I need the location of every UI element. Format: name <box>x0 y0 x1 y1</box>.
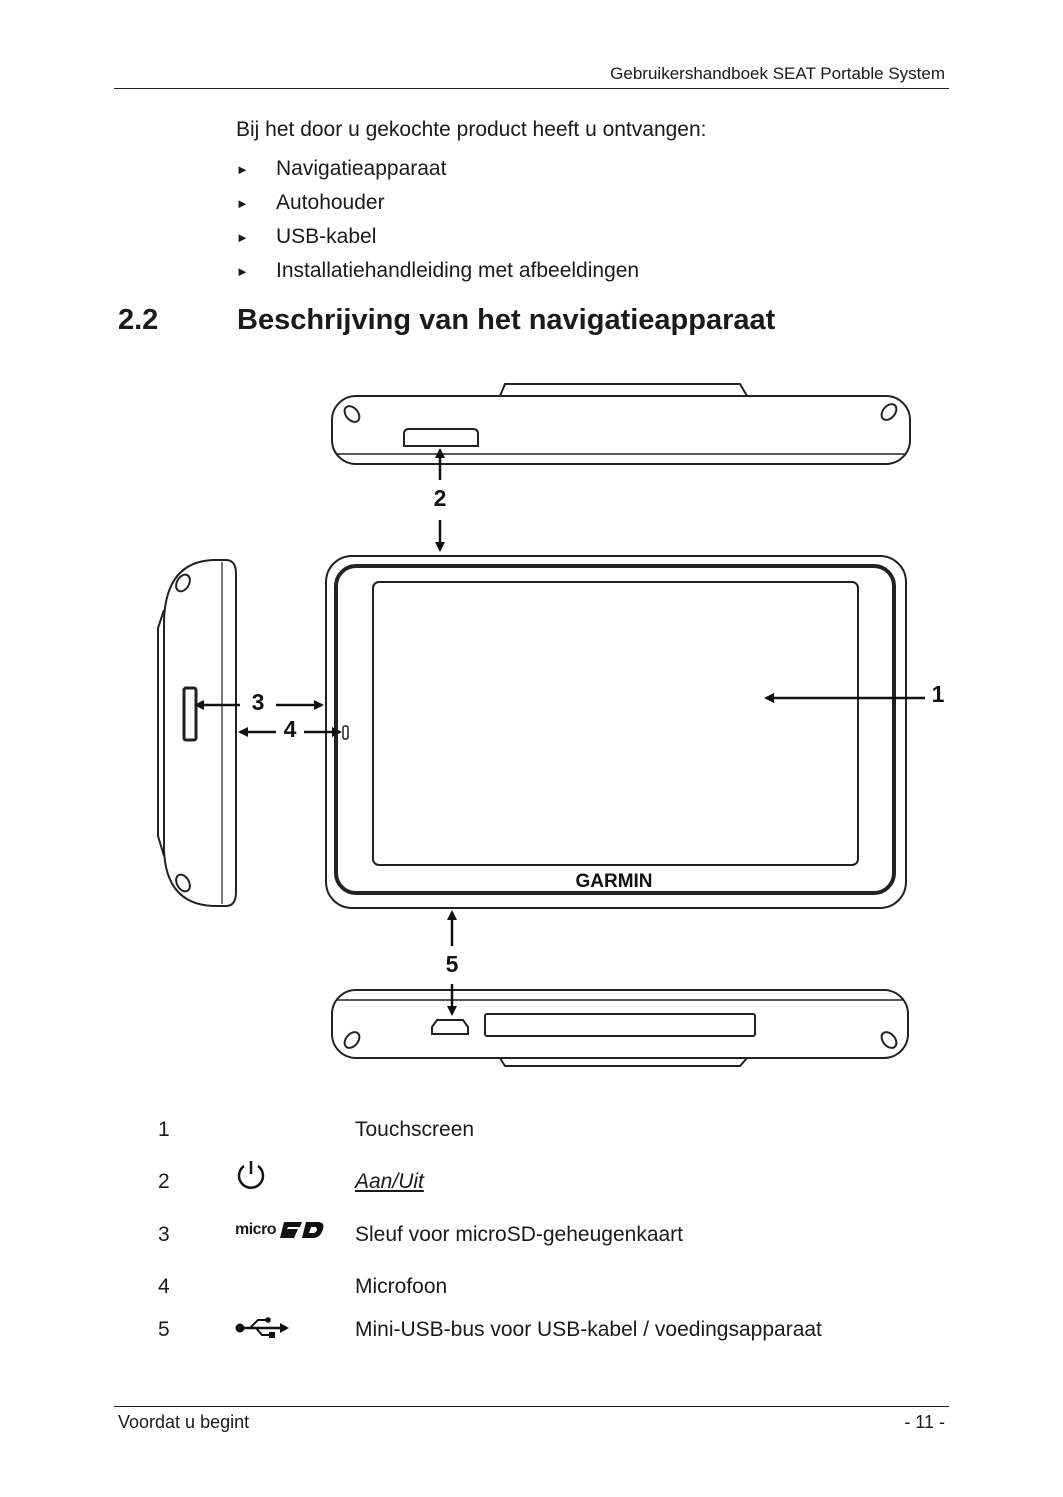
legend-number: 3 <box>158 1223 170 1246</box>
section-title: Beschrijving van het navigatieapparaat <box>237 304 776 336</box>
list-item: ► Autohouder <box>236 191 385 214</box>
device-front-view <box>326 556 906 908</box>
callout-3: 3 <box>251 689 265 715</box>
usb-icon <box>234 1316 290 1340</box>
device-top-view <box>332 384 910 464</box>
callout-5: 5 <box>445 951 459 977</box>
legend-label: Mini-USB-bus voor USB-kabel / voedingsapparaat <box>355 1318 822 1341</box>
list-item: ► Installatiehandleiding met afbeeldingen <box>236 259 640 282</box>
bullet-arrow-icon: ► <box>236 263 249 279</box>
header-rule <box>114 88 949 89</box>
bullet-arrow-icon: ► <box>236 161 249 177</box>
microsd-logo-icon: micro <box>235 1220 326 1240</box>
section-number: 2.2 <box>118 304 159 336</box>
legend-number: 1 <box>158 1118 170 1141</box>
legend-label: Microfoon <box>355 1275 448 1298</box>
legend-label: Sleuf voor microSD-geheugenkaart <box>355 1223 684 1246</box>
callout-4: 4 <box>283 716 297 742</box>
legend-number: 5 <box>158 1318 170 1341</box>
list-item: ► Navigatieapparaat <box>236 157 447 180</box>
footer-chapter: Voordat u begint <box>118 1412 250 1432</box>
legend-number: 4 <box>158 1275 170 1298</box>
legend-label: Touchscreen <box>355 1118 475 1141</box>
bullet-list <box>236 152 639 288</box>
list-item: ► USB-kabel <box>236 225 377 248</box>
device-diagram <box>150 378 950 1078</box>
callout-1: 1 <box>931 681 945 707</box>
page-number: - 11 - <box>904 1412 945 1432</box>
power-icon <box>234 1158 268 1192</box>
bullet-arrow-icon: ► <box>236 229 249 245</box>
legend-label: Aan/Uit <box>355 1170 424 1193</box>
footer-rule <box>114 1406 949 1407</box>
device-side-view <box>158 560 236 906</box>
bullet-arrow-icon: ► <box>236 195 249 211</box>
legend-number: 2 <box>158 1170 170 1193</box>
device-bottom-view <box>332 990 908 1066</box>
intro-text: Bij het door u gekochte product heeft u ontvangen: <box>236 118 707 141</box>
brand-logo: GARMIN <box>575 871 653 892</box>
callout-2: 2 <box>433 485 447 511</box>
running-header: Gebruikershandboek SEAT Portable System <box>610 64 945 83</box>
